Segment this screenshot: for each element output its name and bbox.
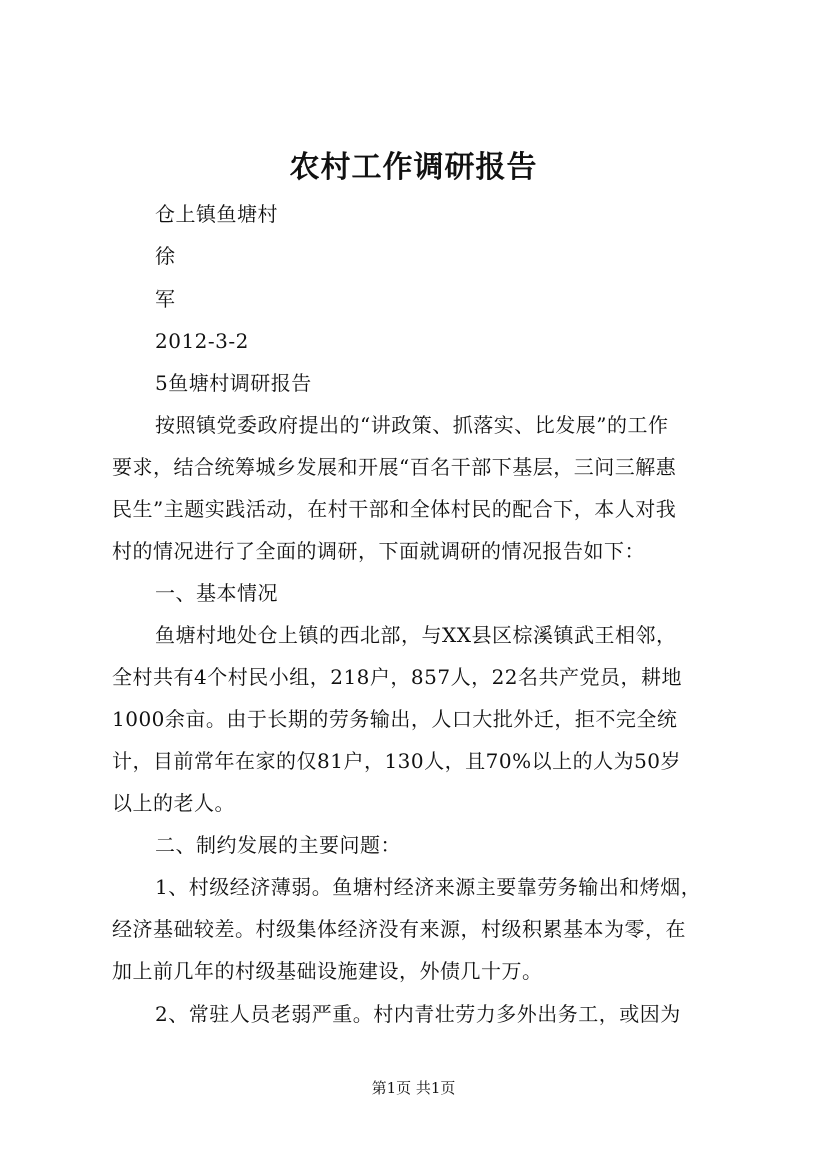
paragraph-line: 村的情况进行了全面的调研，下面就调研的情况报告如下： — [112, 539, 645, 563]
paragraph-line: 2、常驻人员老弱严重。村内青壮劳力多外出务工，或因为 — [155, 1002, 681, 1026]
author-surname: 徐 — [155, 244, 176, 268]
paragraph-line: 要求，结合统筹城乡发展和开展“百名干部下基层，三问三解惠 — [112, 455, 677, 479]
paragraph-line: 1000余亩。由于长期的劳务输出，人口大批外迁，拒不完全统 — [112, 707, 678, 731]
paragraph-line: 1、村级经济薄弱。鱼塘村经济来源主要靠劳务输出和烤烟， — [155, 875, 702, 899]
page-footer: 第1页 共1页 — [371, 1079, 456, 1097]
section-heading: 二、制约发展的主要问题： — [155, 833, 401, 857]
village-name: 仓上镇鱼塘村 — [155, 202, 278, 226]
paragraph-line: 以上的老人。 — [112, 791, 235, 815]
author-given-name: 军 — [155, 287, 176, 311]
section-heading: 一、基本情况 — [155, 581, 278, 605]
paragraph-line: 经济基础较差。村级集体经济没有来源，村级积累基本为零，在 — [112, 917, 686, 941]
report-date: 2012-3-2 — [155, 329, 249, 353]
paragraph-line: 按照镇党委政府提出的“讲政策、抓落实、比发展”的工作 — [155, 413, 669, 437]
report-subtitle: 5鱼塘村调研报告 — [155, 371, 312, 395]
paragraph-line: 鱼塘村地处仓上镇的西北部，与XX县区棕溪镇武王相邻， — [155, 623, 677, 647]
paragraph-line: 民生”主题实践活动，在村干部和全体村民的配合下，本人对我 — [112, 497, 677, 521]
paragraph-line: 计，目前常年在家的仅81户，130人，且70%以上的人为50岁 — [112, 749, 682, 773]
document-title: 农村工作调研报告 — [289, 150, 538, 185]
paragraph-line: 加上前几年的村级基础设施建设，外债几十万。 — [112, 959, 543, 983]
paragraph-line: 全村共有4个村民小组，218户，857人，22名共产党员，耕地 — [112, 665, 683, 689]
